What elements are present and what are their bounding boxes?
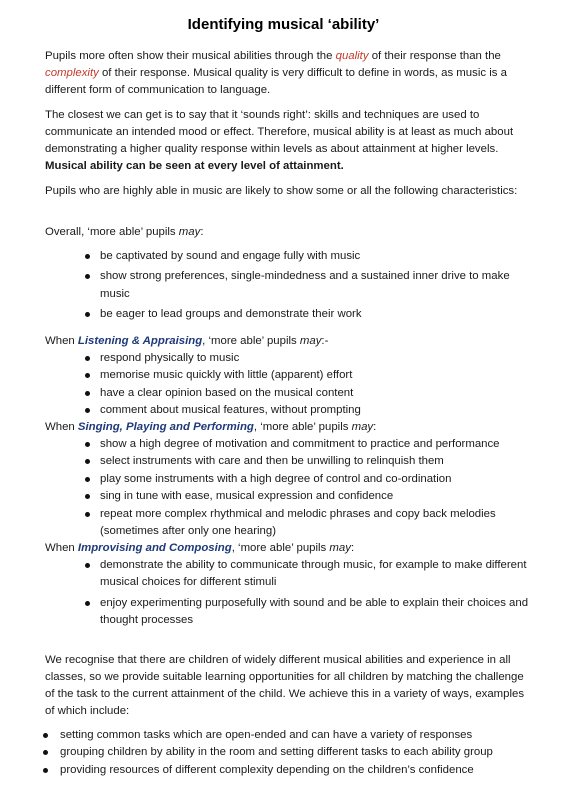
improvising-area: Improvising and Composing xyxy=(77,542,232,554)
list-item: respond physically to music xyxy=(100,350,530,367)
key-statement: Musical ability can be seen at every level of attainment. xyxy=(45,160,344,172)
overall-heading: Overall, ‘more able’ pupils may: xyxy=(45,226,204,238)
listening-list xyxy=(100,350,530,420)
listening-area: Listening & Appraising xyxy=(77,335,203,347)
list-item: providing resources of different complexity depending on the children’s confidence xyxy=(60,762,530,779)
list-item: enjoy experimenting purposefully with sound and be able to explain their choices and thought processes xyxy=(100,595,530,630)
list-item: show a high degree of motivation and commitment to practice and performance xyxy=(100,436,530,453)
strategies-list xyxy=(60,727,530,779)
complexity-emphasis: complexity xyxy=(45,67,99,79)
list-item: comment about musical features, without prompting xyxy=(100,402,530,419)
improvising-list xyxy=(100,557,530,630)
singing-area: Singing, Playing and Performing xyxy=(77,421,254,433)
singing-list xyxy=(100,436,530,540)
list-item: have a clear opinion based on the musical content xyxy=(100,385,530,402)
sounds-right-paragraph: The closest we can get is to say that it ‘sounds right’: skills and techniques are used to communicate an intended mood or effect. Therefore, musical ability is at least as much about demonstrating a higher quality response within levels as about attainment at higher levels. Musical ability can be seen at every level of attainment. xyxy=(45,109,514,172)
list-item: setting common tasks which are open-ended and can have a variety of responses xyxy=(60,727,530,744)
page-title: Identifying musical ‘ability’ xyxy=(187,16,380,33)
listening-heading: When Listening & Appraising, ‘more able’ pupils may:- xyxy=(45,335,329,347)
list-item: show strong preferences, single-mindedness and a sustained inner drive to make music xyxy=(100,268,530,303)
list-item: sing in tune with ease, musical expression and confidence xyxy=(100,488,530,505)
list-item: play some instruments with a high degree of control and co-ordination xyxy=(100,471,530,488)
singing-heading: When Singing, Playing and Performing, ‘more able’ pupils may: xyxy=(45,421,377,433)
improvising-heading: When Improvising and Composing, ‘more able’ pupils may: xyxy=(45,542,355,554)
list-item: grouping children by ability in the room and setting different tasks to each ability group xyxy=(60,744,530,761)
list-item: be eager to lead groups and demonstrate their work xyxy=(100,306,530,323)
list-item: repeat more complex rhythmical and melodic phrases and copy back melodies (sometimes after only one hearing) xyxy=(100,506,530,541)
characteristics-intro: Pupils who are highly able in music are likely to show some or all the following characteristics: xyxy=(45,185,518,197)
quality-emphasis: quality xyxy=(335,50,369,62)
provision-paragraph: We recognise that there are children of widely different musical abilities and experience in all classes, so we provide suitable learning opportunities for all children by matching the challenge of the task to the current attainment of the child. We achieve this in a variety of ways, examples of which include: xyxy=(45,654,525,717)
list-item: be captivated by sound and engage fully with music xyxy=(100,248,530,265)
intro-paragraph: Pupils more often show their musical abilities through the quality of their response than the complexity of their response. Musical quality is very difficult to define in words, as music is a different form of communication to language. xyxy=(45,50,507,96)
list-item: demonstrate the ability to communicate through music, for example to make different musical choices for different stimuli xyxy=(100,557,530,592)
list-item: memorise music quickly with little (apparent) effort xyxy=(100,367,530,384)
list-item: select instruments with care and then be unwilling to relinquish them xyxy=(100,453,530,470)
overall-list xyxy=(100,248,530,324)
